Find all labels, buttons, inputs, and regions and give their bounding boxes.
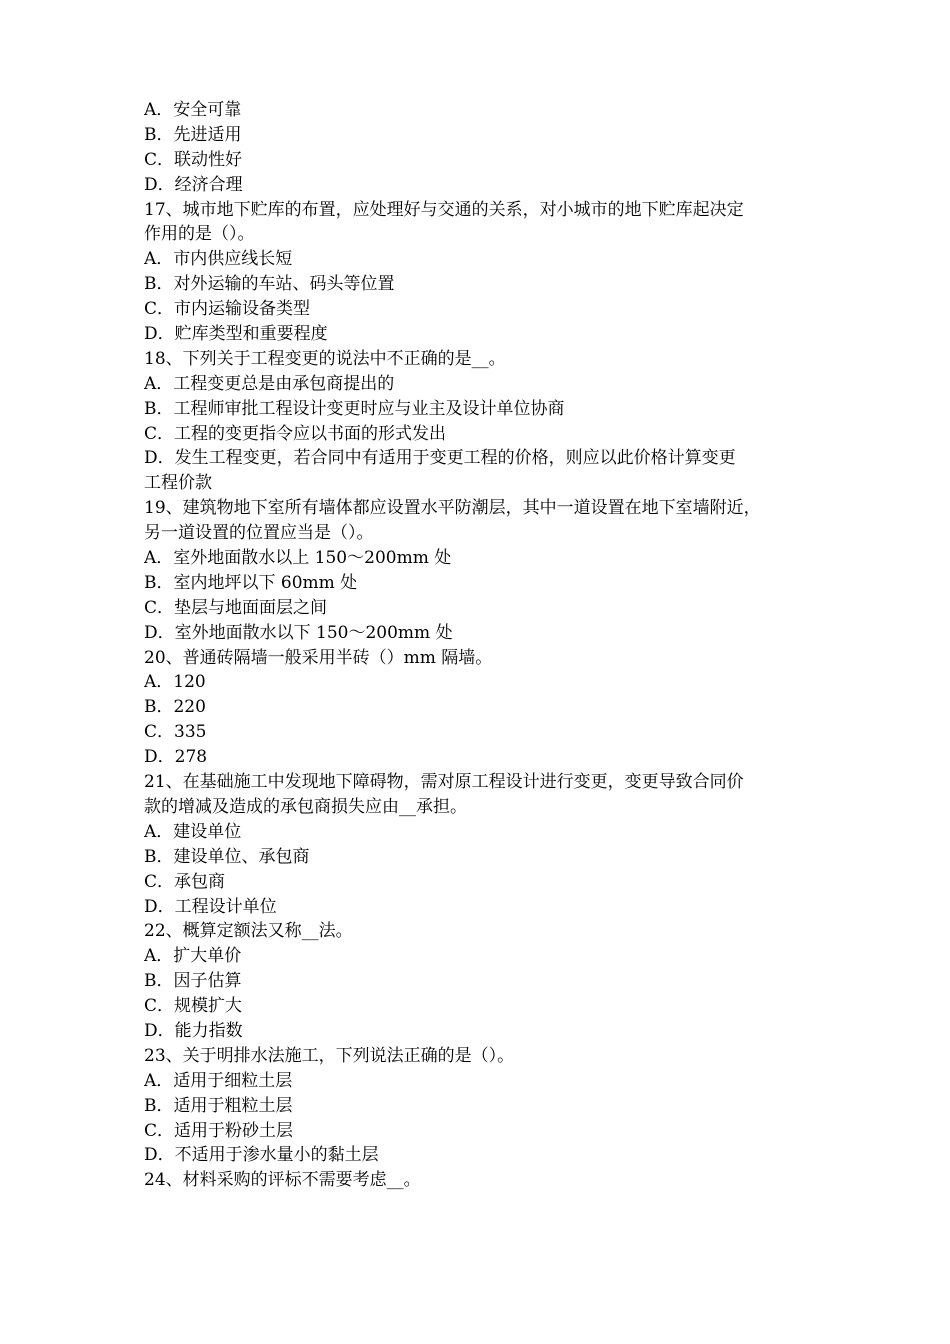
option-text: B．工程师审批工程设计变更时应与业主及设计单位协商 [144, 398, 565, 419]
option-text: A．工程变更总是由承包商提出的 [144, 373, 395, 394]
option-text: D．室外地面散水以下 150～200mm 处 [144, 622, 453, 643]
question-text: 17、城市地下贮库的布置，应处理好与交通的关系，对小城市的地下贮库起决定 [144, 199, 744, 220]
option-text: C．工程的变更指令应以书面的形式发出 [144, 423, 447, 444]
question-text: 20、普通砖隔墙一般采用半砖（）mm 隔墙。 [144, 647, 493, 668]
option-text: B．建设单位、承包商 [144, 846, 310, 867]
option-text: A．室外地面散水以上 150～200mm 处 [144, 548, 452, 569]
option-text: B．对外运输的车站、码头等位置 [144, 274, 395, 295]
option-text: B．因子估算 [144, 971, 242, 992]
question-text: 22、概算定额法又称__法。 [144, 921, 353, 942]
option-text: A．适用于细粒土层 [144, 1070, 293, 1091]
option-text: D．经济合理 [144, 174, 243, 195]
question-text: 款的增减及造成的承包商损失应由__承担。 [144, 796, 467, 817]
option-text: D．能力指数 [144, 1020, 243, 1041]
option-text: 工程价款 [144, 473, 212, 494]
option-text: B．先进适用 [144, 124, 242, 145]
option-text: C．335 [144, 722, 207, 743]
option-text: D．278 [144, 747, 208, 768]
option-text: C．承包商 [144, 871, 226, 892]
question-text: 18、下列关于工程变更的说法中不正确的是__。 [144, 348, 506, 369]
option-text: A．安全可靠 [144, 100, 242, 120]
question-text: 另一道设置的位置应当是（）。 [144, 523, 374, 544]
option-text: A．市内供应线长短 [144, 249, 293, 270]
option-text: A．建设单位 [144, 821, 242, 842]
question-text: 19、建筑物地下室所有墙体都应设置水平防潮层，其中一道设置在地下室墙附近， [144, 498, 761, 519]
question-text: 作用的是（）。 [144, 224, 255, 245]
option-text: A．扩大单价 [144, 946, 242, 967]
option-text: B．适用于粗粒土层 [144, 1095, 293, 1116]
question-text: 24、材料采购的评标不需要考虑__。 [144, 1170, 421, 1191]
option-text: C．适用于粉砂土层 [144, 1120, 294, 1141]
option-text: B．220 [144, 697, 206, 718]
option-text: D．不适用于渗水量小的黏土层 [144, 1145, 379, 1166]
option-text: A．120 [144, 672, 206, 693]
option-text: C．市内运输设备类型 [144, 299, 311, 320]
option-text: D．工程设计单位 [144, 896, 277, 917]
document-page [144, 98, 812, 1193]
option-text: C．垫层与地面面层之间 [144, 597, 328, 618]
option-text: D．发生工程变更，若合同中有适用于变更工程的价格，则应以此价格计算变更 [144, 448, 736, 469]
question-text: 23、关于明排水法施工，下列说法正确的是（）。 [144, 1045, 515, 1066]
question-text: 21、在基础施工中发现地下障碍物，需对原工程设计进行变更，变更导致合同价 [144, 772, 744, 793]
option-text: C．联动性好 [144, 149, 243, 170]
option-text: C．规模扩大 [144, 996, 243, 1017]
option-text: B．室内地坪以下 60mm 处 [144, 572, 358, 593]
option-text: D．贮库类型和重要程度 [144, 324, 328, 345]
